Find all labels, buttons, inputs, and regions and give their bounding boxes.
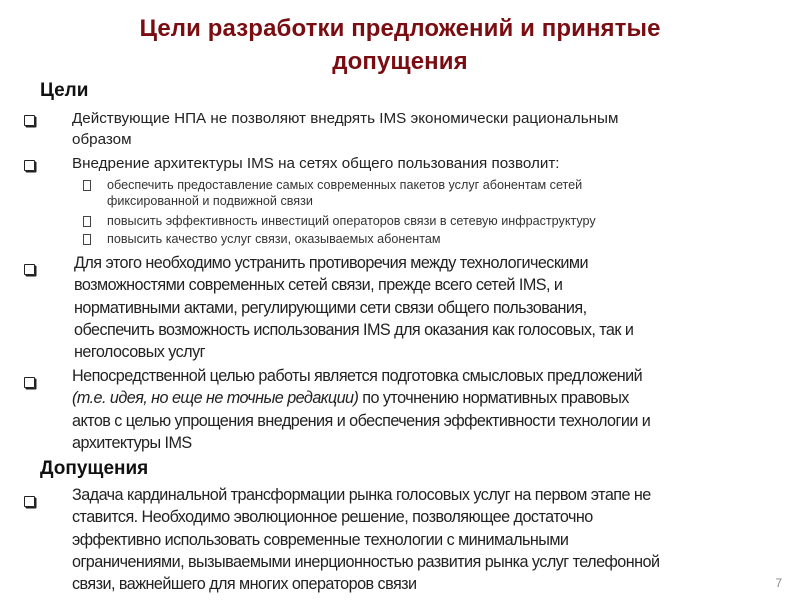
- text-line: архитектуры IMS: [72, 433, 192, 452]
- square-bullet-icon: [83, 216, 91, 227]
- text-line: Для этого необходимо устранить противоречия между технологическими: [74, 254, 588, 272]
- text-line: ставится. Необходимо эволюционное решение, позволяющее достаточно: [72, 508, 593, 527]
- italic-note: (т.е. идея, но еще не точные редакции): [72, 389, 359, 408]
- text-line: актов с целью упрощения внедрения и обеспечения эффективности технологии и: [72, 411, 651, 430]
- goal-item-1: [72, 108, 618, 150]
- text-line: [72, 387, 650, 409]
- text-span: по уточнению нормативных правовых: [358, 389, 629, 408]
- title-line-2: допущения: [332, 48, 468, 75]
- checkbox-bullet-icon: [24, 160, 35, 171]
- checkbox-bullet-icon: [24, 115, 35, 126]
- checkbox-bullet-icon: [24, 264, 35, 275]
- sub-item-3: повысить качество услуг связи, оказываемых абонентам: [107, 232, 441, 246]
- text-line: ограничениями, вызываемыми инерционностью развития рынка услуг телефонной: [72, 552, 660, 571]
- sub-item-1: [107, 177, 582, 209]
- text-line: нормативными актами, регулирующими сети связи общего пользования,: [74, 298, 587, 317]
- goals-heading: Цели: [40, 80, 89, 101]
- title-line-1: Цели разработки предложений и принятые: [139, 15, 661, 42]
- goal-item-3: [74, 252, 633, 363]
- goal-item-2: Внедрение архитектуры IMS на сетях общего пользования позволит:: [72, 155, 560, 172]
- text-line: обеспечить предоставление самых современных пакетов услуг абонентам сетей: [107, 178, 583, 192]
- sub-item-2: повысить эффективность инвестиций операторов связи в сетевую инфраструктуру: [107, 214, 596, 228]
- assumptions-heading: Допущения: [40, 458, 149, 479]
- square-bullet-icon: [83, 234, 91, 245]
- square-bullet-icon: [83, 180, 91, 191]
- assumption-item-1: [72, 484, 659, 595]
- goal-item-4: [72, 365, 650, 454]
- checkbox-bullet-icon: [24, 377, 35, 388]
- text-line: эффективно использовать современные технологии с минимальными: [72, 530, 569, 549]
- text-line: возможностями современных сетей связи, прежде всего сетей IMS, и: [74, 276, 563, 295]
- checkbox-bullet-icon: [24, 496, 35, 507]
- text-line: фиксированной и подвижной связи: [107, 194, 313, 208]
- page-number: 7: [775, 576, 782, 590]
- text-line: обеспечить возможность использования IMS для оказания как голосовых, так и: [74, 320, 634, 339]
- text-line: неголосовых услуг: [74, 343, 205, 362]
- text-line: Задача кардинальной трансформации рынка голосовых услуг на первом этапе не: [72, 486, 651, 504]
- text-line: Непосредственной целью работы является подготовка смысловых предложений: [72, 367, 643, 385]
- text-line: Действующие НПА не позволяют внедрять IMS экономически рациональным: [72, 110, 619, 127]
- text-line: связи, важнейшего для многих операторов связи: [72, 575, 417, 594]
- text-line: образом: [72, 131, 132, 148]
- slide-title: [80, 12, 720, 78]
